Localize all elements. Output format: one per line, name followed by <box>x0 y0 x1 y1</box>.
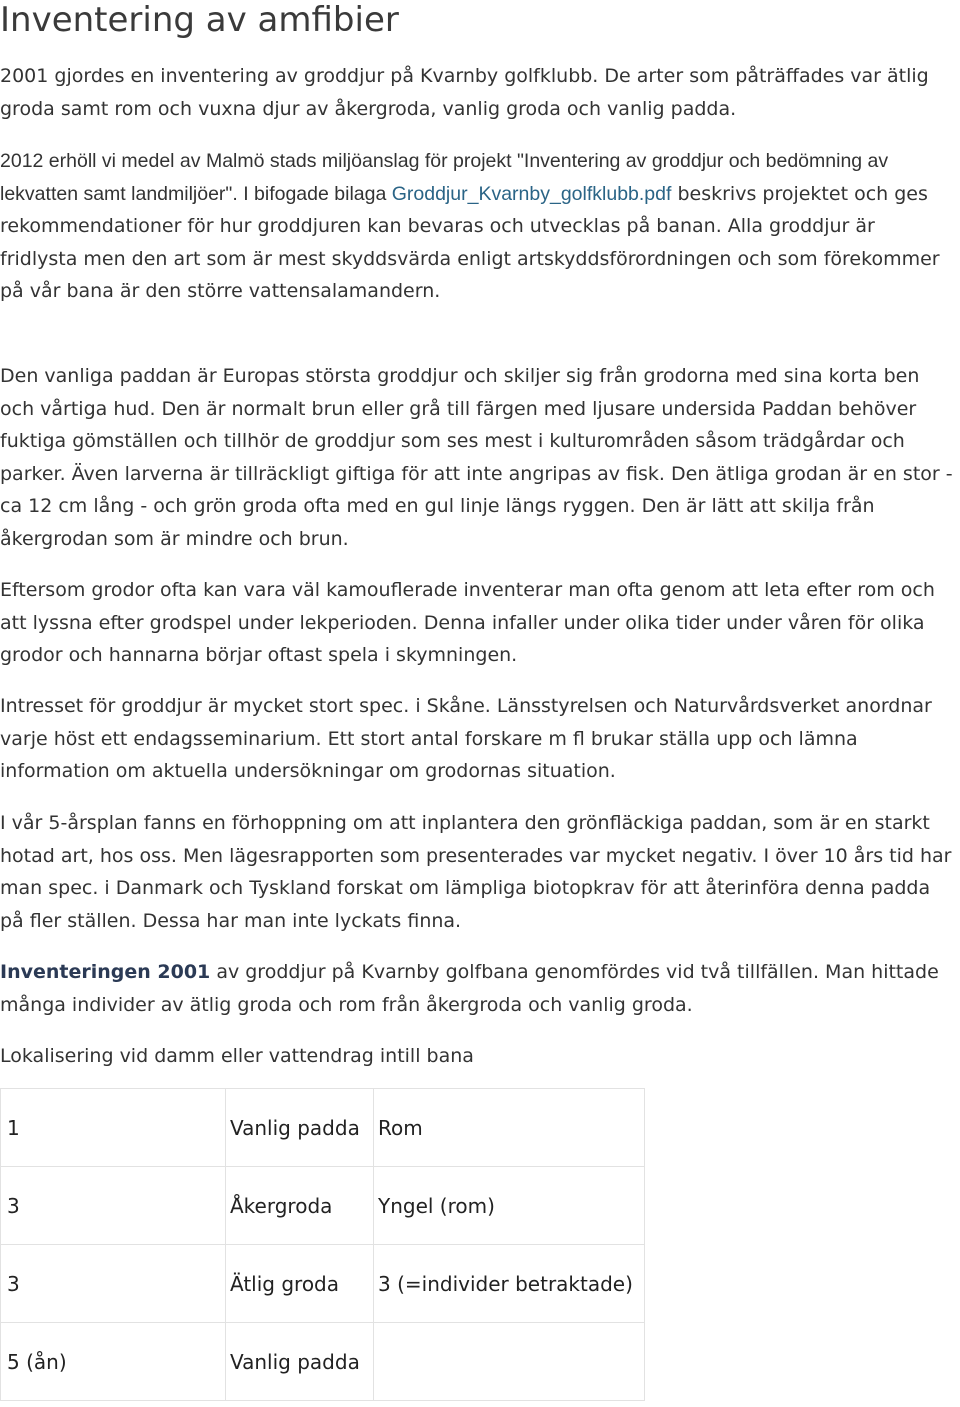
toad-frog-description: Den vanliga paddan är Europas största groddjur och skiljer sig från grodorna med sina korta ben och vårtiga hud. Den är normalt brun eller grå till färgen med ljusare undersida Paddan behöver fuktiga gömställen och tillhör de groddjur som ses mest i kulturområden såsom trädgårdar och parker. Även larverna är tillräckligt giftiga för att inte angripas av fisk. Den ätliga grodan är en stor - ca 12 cm lång - och grön groda ofta med en gul linje längs ryggen. Den är lätt att skilja från åkergrodan som är mindre och brun. <box>0 365 953 550</box>
table-cell-species: Vanlig padda <box>226 1089 374 1167</box>
table-cell-species: Ätlig groda <box>226 1245 374 1323</box>
table-cell-location: 3 <box>1 1167 226 1245</box>
table-row <box>1 1245 645 1323</box>
inventory-2001-text: av groddjur på Kvarnby golfbana genomfördes vid två tillfällen. Man hittade många individer av ätlig groda och rom från åkergroda och vanlig groda. <box>0 961 939 1016</box>
inventory-2001-link[interactable]: Inventeringen 2001 <box>0 961 211 983</box>
pdf-attachment-link[interactable]: Groddjur_Kvarnby_golfklubb.pdf <box>391 182 672 205</box>
interest-paragraph: Intresset för groddjur är mycket stort spec. i Skåne. Länsstyrelsen och Naturvårdsverket anordnar varje höst ett endagsseminarium. Ett stort antal forskare m fl brukar ställa upp och lämna information om aktuella undersökningar om grodornas situation. <box>0 695 932 782</box>
table-cell-location: 1 <box>1 1089 226 1167</box>
intro-paragraph-1: 2001 gjordes en inventering av groddjur på Kvarnby golfklubb. De arter som påträffades var ätlig groda samt rom och vuxna djur av åkergroda, vanlig groda och vanlig padda. <box>0 65 929 120</box>
table-cell-observation: Yngel (rom) <box>374 1167 645 1245</box>
table-cell-observation: Rom <box>374 1089 645 1167</box>
table-row <box>1 1167 645 1245</box>
table-cell-location: 5 (ån) <box>1 1323 226 1401</box>
amphibian-location-table <box>0 1088 645 1401</box>
intro-paragraph-2-text-after: beskrivs projektet och ges rekommendationer för hur groddjuren kan bevaras och utvecklas på banan. Alla groddjur är fridlysta men den art som är mest skyddsvärda enligt artskyddsförordningen och som förekommer på vår bana är den större vattensalamandern. <box>0 182 940 302</box>
table-cell-observation: 3 (=individer betraktade) <box>374 1245 645 1323</box>
five-year-plan-paragraph: I vår 5-årsplan fanns en förhoppning om att inplantera den grönfläckiga paddan, som är en starkt hotad art, hos oss. Men lägesrapporten som presenterades var mycket negativ. I över 10 års tid har man spec. i Danmark och Tyskland forskat om lämpliga biotopkrav för att återinföra denna padda på fler ställen. Dessa har man inte lyckats finna. <box>0 812 952 932</box>
inventory-2001-paragraph <box>0 956 958 1021</box>
intro-paragraph-2 <box>0 145 958 308</box>
table-cell-species: Åkergroda <box>226 1167 374 1245</box>
table-row <box>1 1089 645 1167</box>
page-title: Inventering av amfibier <box>0 0 399 40</box>
table-cell-observation <box>374 1323 645 1401</box>
table-cell-species: Vanlig padda <box>226 1323 374 1401</box>
survey-method-paragraph: Eftersom grodor ofta kan vara väl kamouflerade inventerar man ofta genom att leta efter rom och att lyssna efter grodspel under lekperioden. Denna infaller under olika tider under våren för olika grodor och hannarna börjar oftast spela i skymningen. <box>0 579 935 666</box>
intro-paragraph-2-text-before: 2012 erhöll vi medel av Malmö stads miljöanslag för projekt "Inventering av groddjur och bedömning av lekvatten samt landmiljöer". I bifogade bilaga <box>0 150 889 205</box>
table-cell-location: 3 <box>1 1245 226 1323</box>
table-row <box>1 1323 645 1401</box>
location-heading: Lokalisering vid damm eller vattendrag intill bana <box>0 1045 474 1067</box>
